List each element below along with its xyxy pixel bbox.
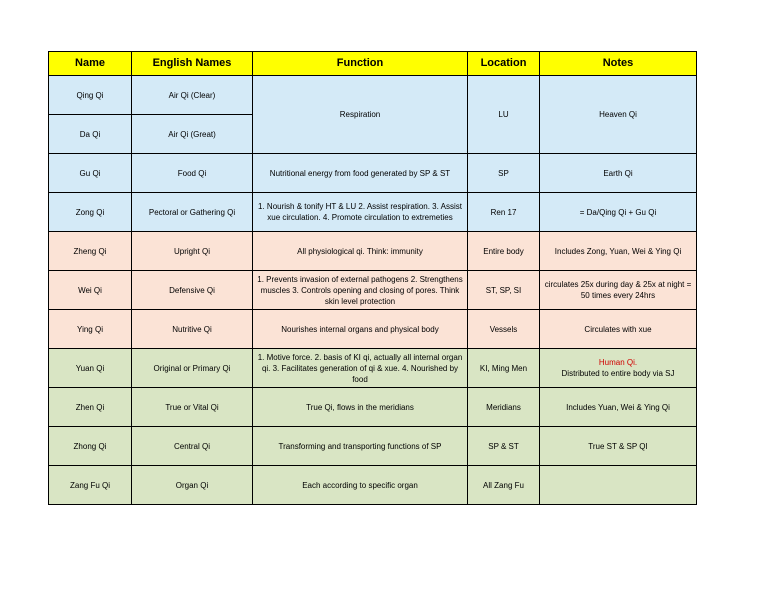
cell-english: Food Qi [132,154,253,193]
cell-notes: True ST & SP QI [540,427,697,466]
cell-function: Each according to specific organ [253,466,468,505]
cell-notes [540,466,697,505]
header-english-names: English Names [132,52,253,76]
cell-notes: Earth Qi [540,154,697,193]
header-function: Function [253,52,468,76]
header-notes: Notes [540,52,697,76]
cell-english: Central Qi [132,427,253,466]
cell-notes: Includes Yuan, Wei & Ying Qi [540,388,697,427]
cell-name: Zong Qi [49,193,132,232]
table-row [49,154,697,193]
header-location: Location [468,52,540,76]
table-row [49,388,697,427]
cell-function: Nutritional energy from food generated by SP & ST [253,154,468,193]
cell-location: SP & ST [468,427,540,466]
cell-notes: Heaven Qi [540,76,697,154]
cell-function: Transforming and transporting functions of SP [253,427,468,466]
cell-english: Air Qi (Clear) [132,76,253,115]
cell-location: ST, SP, SI [468,271,540,310]
table-row [49,349,697,388]
table-row [49,310,697,349]
cell-location: Vessels [468,310,540,349]
cell-english: True or Vital Qi [132,388,253,427]
cell-function: All physiological qi. Think: immunity [253,232,468,271]
cell-function: 1. Prevents invasion of external pathogens 2. Strengthens muscles 3. Controls opening and closing of pores. Think skin level protection [253,271,468,310]
cell-location: Ren 17 [468,193,540,232]
cell-notes: Circulates with xue [540,310,697,349]
table-row [49,232,697,271]
header-name: Name [49,52,132,76]
cell-english: Upright Qi [132,232,253,271]
cell-function: 1. Nourish & tonify HT & LU 2. Assist respiration. 3. Assist xue circulation. 4. Promote circulation to extremeties [253,193,468,232]
cell-name: Zang Fu Qi [49,466,132,505]
cell-name: Gu Qi [49,154,132,193]
cell-name: Qing Qi [49,76,132,115]
table-row [49,193,697,232]
notes-human-qi: Human Qi. [598,358,638,367]
cell-location: Meridians [468,388,540,427]
cell-location: KI, Ming Men [468,349,540,388]
cell-function: Nourishes internal organs and physical body [253,310,468,349]
cell-english: Original or Primary Qi [132,349,253,388]
cell-function: Respiration [253,76,468,154]
cell-name: Zhen Qi [49,388,132,427]
cell-notes: circulates 25x during day & 25x at night = 50 times every 24hrs [540,271,697,310]
cell-english: Organ Qi [132,466,253,505]
table-row [49,427,697,466]
header-row [49,52,697,76]
cell-english: Pectoral or Gathering Qi [132,193,253,232]
cell-location: Entire body [468,232,540,271]
qi-table [48,51,697,505]
cell-function: True Qi, flows in the meridians [253,388,468,427]
cell-name: Yuan Qi [49,349,132,388]
cell-name: Zheng Qi [49,232,132,271]
cell-english: Defensive Qi [132,271,253,310]
notes-distributed: Distributed to entire body via SJ [561,369,675,378]
table-row [49,466,697,505]
table-row [49,76,697,115]
cell-name: Zhong Qi [49,427,132,466]
cell-function: 1. Motive force. 2. basis of KI qi, actually all internal organ qi. 3. Facilitates generation of qi & xue. 4. Nourished by food [253,349,468,388]
cell-location: LU [468,76,540,154]
table-row [49,271,697,310]
cell-notes: = Da/Qing Qi + Gu Qi [540,193,697,232]
cell-location: All Zang Fu [468,466,540,505]
cell-notes [540,349,697,388]
cell-name: Ying Qi [49,310,132,349]
cell-english: Nutritive Qi [132,310,253,349]
cell-location: SP [468,154,540,193]
cell-notes: Includes Zong, Yuan, Wei & Ying Qi [540,232,697,271]
cell-name: Da Qi [49,115,132,154]
cell-english: Air Qi (Great) [132,115,253,154]
cell-name: Wei Qi [49,271,132,310]
